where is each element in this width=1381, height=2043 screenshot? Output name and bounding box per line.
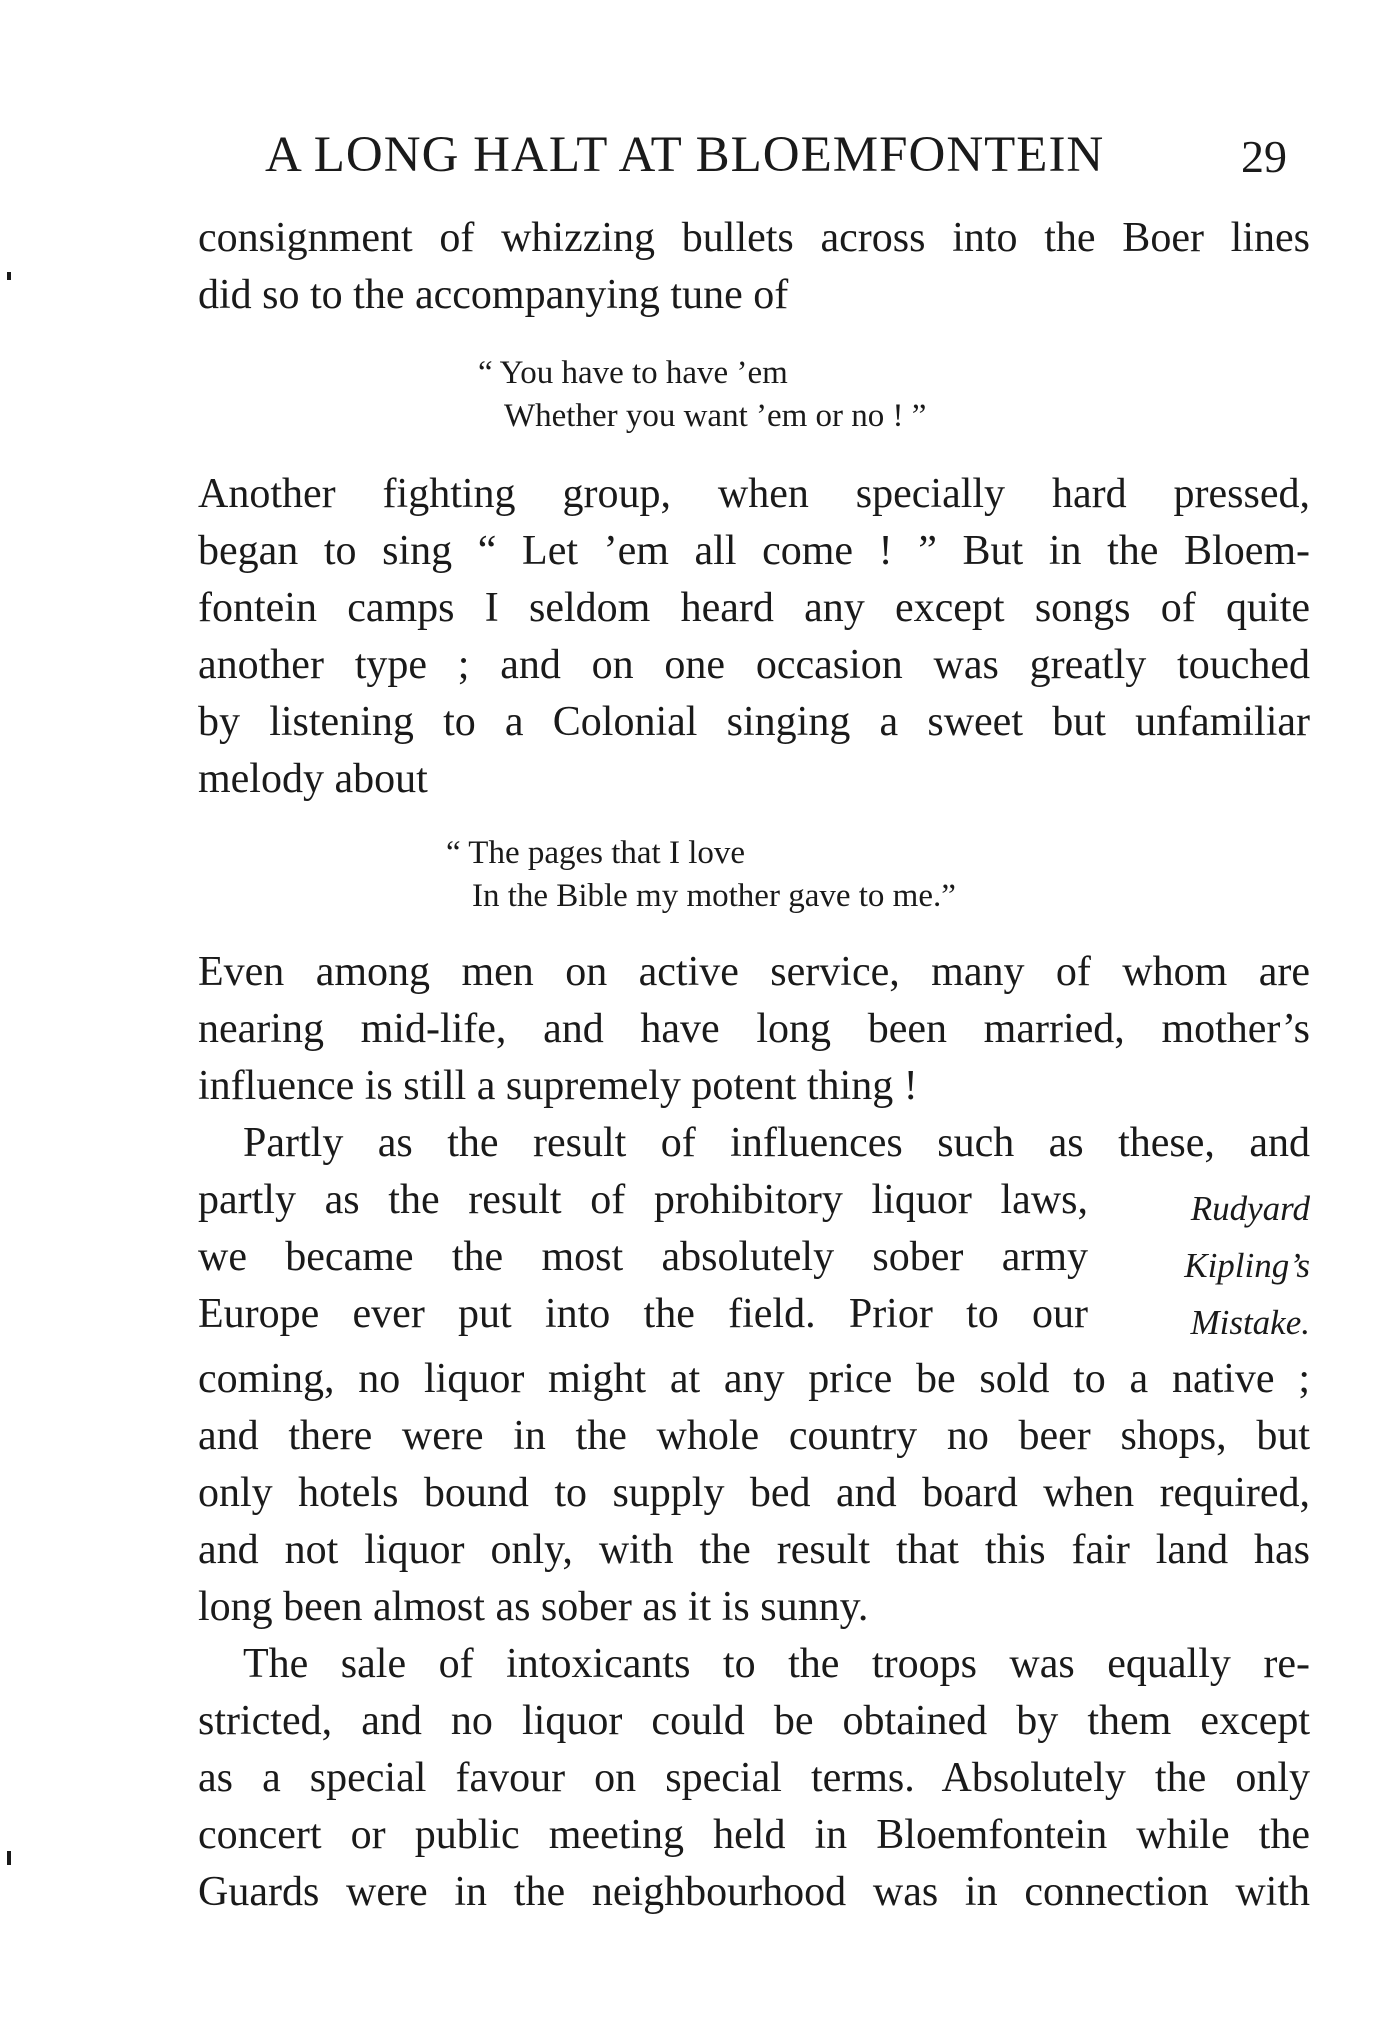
verse-quote (446, 832, 1310, 918)
margin-mark (7, 1851, 11, 1865)
paragraph (198, 1115, 1310, 1636)
text-line: consignment of whizzing bullets across into the Boer lines (198, 215, 1310, 261)
verse-line: Whether you want ’em or no ! ” (504, 398, 927, 434)
side-note-line: Mistake. (1190, 1303, 1310, 1342)
verse-line: “ You have to have ’em (478, 355, 788, 391)
page-header (265, 120, 1315, 190)
text-line: Guards were in the neighbourhood was in connection with (198, 1869, 1310, 1915)
text-line: Partly as the result of influences such as these, and (243, 1120, 1310, 1166)
text-line: concert or public meeting held in Bloemfontein while the (198, 1812, 1310, 1858)
paragraph-with-side-note (198, 1172, 1310, 1351)
side-note-line: Kipling’s (1184, 1246, 1310, 1285)
side-note-line: Rudyard (1190, 1189, 1310, 1228)
text-line: and there were in the whole country no beer shops, but (198, 1413, 1310, 1459)
text-line: and not liquor only, with the result that this fair land has (198, 1527, 1310, 1573)
text-line: only hotels bound to supply bed and board when required, (198, 1470, 1310, 1516)
text-line: as a special favour on special terms. Absolutely the only (198, 1755, 1310, 1801)
margin-mark (7, 272, 11, 280)
text-line: The sale of intoxicants to the troops was equally re- (243, 1641, 1310, 1687)
paragraph (198, 944, 1310, 1115)
text-line: began to sing “ Let ’em all come ! ” But in the Bloem- (198, 528, 1310, 574)
text-line: did so to the accompanying tune of (198, 272, 789, 318)
text-line: we became the most absolutely sober army (198, 1234, 1088, 1280)
body-text (198, 210, 1310, 1921)
text-line: influence is still a supremely potent thing ! (198, 1063, 918, 1109)
text-line: melody about (198, 756, 428, 802)
text-line: long been almost as sober as it is sunny. (198, 1584, 869, 1630)
paragraph (198, 1636, 1310, 1921)
text-line: coming, no liquor might at any price be sold to a native ; (198, 1356, 1310, 1402)
text-line: another type ; and on one occasion was greatly touched (198, 642, 1310, 688)
paragraph (198, 210, 1310, 324)
text-line: Even among men on active service, many of whom are (198, 949, 1310, 995)
text-line: by listening to a Colonial singing a sweet but unfamiliar (198, 699, 1310, 745)
text-line: stricted, and no liquor could be obtained by them except (198, 1698, 1310, 1744)
paragraph (198, 466, 1310, 808)
running-title: A LONG HALT AT BLOEMFONTEIN (265, 127, 1105, 183)
text-line: fontein camps I seldom heard any except songs of quite (198, 585, 1310, 631)
text-line: Another fighting group, when specially hard pressed, (198, 471, 1310, 517)
verse-line: In the Bible my mother gave to me.” (472, 878, 956, 914)
text-line: nearing mid-life, and have long been married, mother’s (198, 1006, 1310, 1052)
page-number: 29 (1241, 131, 1287, 182)
verse-line: “ The pages that I love (446, 835, 746, 871)
verse-quote (478, 352, 1310, 438)
text-line: partly as the result of prohibitory liquor laws, (198, 1177, 1088, 1223)
side-note (1088, 1172, 1310, 1351)
paragraph-lines (198, 1172, 1088, 1351)
text-line: Europe ever put into the field. Prior to our (198, 1291, 1088, 1337)
